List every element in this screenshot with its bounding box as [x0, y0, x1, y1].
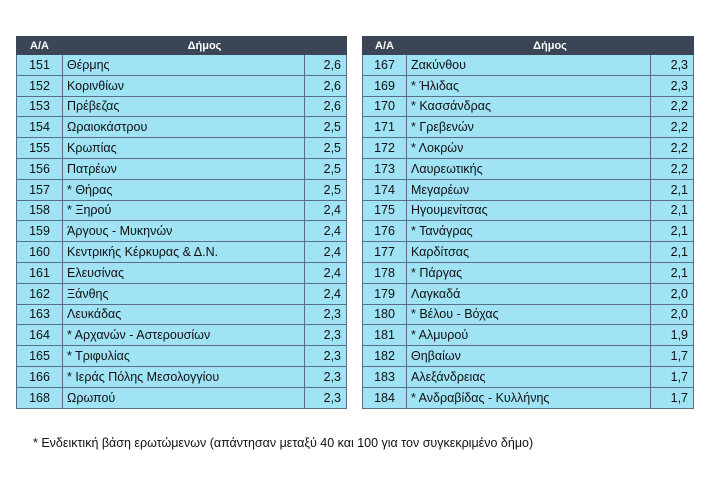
- rank-cell: 151: [17, 55, 63, 76]
- table-row: [17, 346, 347, 367]
- table-row: [363, 221, 694, 242]
- rank-cell: 161: [17, 262, 63, 283]
- column-header-aa: Α/Α: [17, 37, 63, 55]
- table-row: [17, 304, 347, 325]
- table-row: [17, 387, 347, 408]
- value-cell: 2,0: [651, 304, 694, 325]
- table-row: [363, 262, 694, 283]
- municipality-cell: Πατρέων: [63, 158, 305, 179]
- table-row: [363, 158, 694, 179]
- value-cell: 1,7: [651, 346, 694, 367]
- value-cell: 2,3: [651, 75, 694, 96]
- municipality-cell: * Ανδραβίδας - Κυλλήνης: [407, 387, 651, 408]
- table-row: [363, 179, 694, 200]
- municipality-cell: * Βέλου - Βόχας: [407, 304, 651, 325]
- municipality-cell: Ωραιοκάστρου: [63, 117, 305, 138]
- rank-cell: 172: [363, 138, 407, 159]
- table-row: [17, 158, 347, 179]
- value-cell: 2,5: [305, 179, 347, 200]
- table-row: [363, 242, 694, 263]
- table-row: [363, 283, 694, 304]
- municipality-cell: Ξάνθης: [63, 283, 305, 304]
- value-cell: 2,6: [305, 75, 347, 96]
- table-row: [363, 346, 694, 367]
- rank-cell: 169: [363, 75, 407, 96]
- value-cell: 2,3: [305, 325, 347, 346]
- municipality-cell: Πρέβεζας: [63, 96, 305, 117]
- municipality-cell: * Πάργας: [407, 262, 651, 283]
- table-row: [363, 117, 694, 138]
- table-header-row: [363, 37, 694, 55]
- rank-cell: 174: [363, 179, 407, 200]
- rank-cell: 164: [17, 325, 63, 346]
- table-row: [363, 75, 694, 96]
- rank-cell: 184: [363, 387, 407, 408]
- value-cell: 1,9: [651, 325, 694, 346]
- value-cell: 2,4: [305, 200, 347, 221]
- rank-cell: 183: [363, 366, 407, 387]
- value-cell: 2,3: [305, 346, 347, 367]
- municipality-cell: * Λοκρών: [407, 138, 651, 159]
- table-row: [17, 325, 347, 346]
- municipality-cell: Άργους - Μυκηνών: [63, 221, 305, 242]
- table-row: [363, 325, 694, 346]
- value-cell: 2,4: [305, 283, 347, 304]
- table-row: [17, 262, 347, 283]
- municipality-cell: * Θήρας: [63, 179, 305, 200]
- value-cell: 2,2: [651, 138, 694, 159]
- column-header-municipality: Δήμος: [63, 37, 347, 55]
- table-row: [363, 96, 694, 117]
- table-row: [17, 366, 347, 387]
- municipality-cell: * Ιεράς Πόλης Μεσολογγίου: [63, 366, 305, 387]
- rank-cell: 173: [363, 158, 407, 179]
- municipality-cell: Ωρωπού: [63, 387, 305, 408]
- municipality-cell: * Κασσάνδρας: [407, 96, 651, 117]
- value-cell: 2,3: [305, 366, 347, 387]
- value-cell: 2,1: [651, 179, 694, 200]
- rank-cell: 168: [17, 387, 63, 408]
- rank-cell: 166: [17, 366, 63, 387]
- municipality-cell: * Αρχανών - Αστερουσίων: [63, 325, 305, 346]
- table-row: [17, 75, 347, 96]
- rank-cell: 162: [17, 283, 63, 304]
- value-cell: 2,3: [305, 304, 347, 325]
- value-cell: 2,3: [651, 55, 694, 76]
- rank-cell: 152: [17, 75, 63, 96]
- table-row: [363, 138, 694, 159]
- value-cell: 2,1: [651, 262, 694, 283]
- table-row: [363, 55, 694, 76]
- municipality-table-left: [16, 36, 347, 409]
- value-cell: 2,4: [305, 242, 347, 263]
- municipality-cell: Κεντρικής Κέρκυρας & Δ.Ν.: [63, 242, 305, 263]
- value-cell: 2,2: [651, 117, 694, 138]
- municipality-table-right: [362, 36, 694, 409]
- rank-cell: 156: [17, 158, 63, 179]
- table-row: [363, 200, 694, 221]
- municipality-cell: Μεγαρέων: [407, 179, 651, 200]
- municipality-cell: * Ήλιδας: [407, 75, 651, 96]
- value-cell: 2,0: [651, 283, 694, 304]
- value-cell: 2,5: [305, 117, 347, 138]
- value-cell: 2,1: [651, 200, 694, 221]
- rank-cell: 160: [17, 242, 63, 263]
- rank-cell: 180: [363, 304, 407, 325]
- municipality-cell: Θηβαίων: [407, 346, 651, 367]
- rank-cell: 178: [363, 262, 407, 283]
- municipality-cell: Λαυρεωτικής: [407, 158, 651, 179]
- rank-cell: 154: [17, 117, 63, 138]
- municipality-cell: Λευκάδας: [63, 304, 305, 325]
- table-row: [17, 138, 347, 159]
- rank-cell: 176: [363, 221, 407, 242]
- rank-cell: 153: [17, 96, 63, 117]
- footnote: * Ενδεικτική βάση ερωτώμενων (απάντησαν μεταξύ 40 και 100 για τον συγκεκριμένο δήμο): [33, 436, 534, 450]
- value-cell: 2,5: [305, 158, 347, 179]
- rank-cell: 177: [363, 242, 407, 263]
- rank-cell: 170: [363, 96, 407, 117]
- municipality-cell: Ηγουμενίτσας: [407, 200, 651, 221]
- table-row: [17, 221, 347, 242]
- municipality-cell: Ζακύνθου: [407, 55, 651, 76]
- rank-cell: 181: [363, 325, 407, 346]
- table-row: [17, 283, 347, 304]
- column-header-municipality: Δήμος: [407, 37, 694, 55]
- value-cell: 1,7: [651, 366, 694, 387]
- municipality-cell: Κορινθίων: [63, 75, 305, 96]
- table-header-row: [17, 37, 347, 55]
- value-cell: 2,2: [651, 158, 694, 179]
- municipality-cell: Κρωπίας: [63, 138, 305, 159]
- rank-cell: 158: [17, 200, 63, 221]
- table-row: [17, 55, 347, 76]
- rank-cell: 182: [363, 346, 407, 367]
- table-row: [363, 304, 694, 325]
- rank-cell: 171: [363, 117, 407, 138]
- rank-cell: 167: [363, 55, 407, 76]
- municipality-cell: Θέρμης: [63, 55, 305, 76]
- municipality-cell: * Γρεβενών: [407, 117, 651, 138]
- value-cell: 2,1: [651, 242, 694, 263]
- municipality-cell: * Τανάγρας: [407, 221, 651, 242]
- table-row: [17, 200, 347, 221]
- value-cell: 2,4: [305, 221, 347, 242]
- municipality-cell: Αλεξάνδρειας: [407, 366, 651, 387]
- rank-cell: 157: [17, 179, 63, 200]
- rank-cell: 159: [17, 221, 63, 242]
- value-cell: 2,5: [305, 138, 347, 159]
- municipality-cell: * Ξηρού: [63, 200, 305, 221]
- rank-cell: 179: [363, 283, 407, 304]
- table-row: [17, 117, 347, 138]
- table-row: [363, 387, 694, 408]
- value-cell: 2,3: [305, 387, 347, 408]
- value-cell: 2,1: [651, 221, 694, 242]
- value-cell: 2,6: [305, 96, 347, 117]
- value-cell: 2,6: [305, 55, 347, 76]
- value-cell: 2,4: [305, 262, 347, 283]
- table-row: [363, 366, 694, 387]
- municipality-cell: * Τριφυλίας: [63, 346, 305, 367]
- table-row: [17, 242, 347, 263]
- municipality-cell: Λαγκαδά: [407, 283, 651, 304]
- municipality-cell: * Αλμυρού: [407, 325, 651, 346]
- municipality-cell: Ελευσίνας: [63, 262, 305, 283]
- column-header-aa: Α/Α: [363, 37, 407, 55]
- table-row: [17, 96, 347, 117]
- table-row: [17, 179, 347, 200]
- municipality-cell: Καρδίτσας: [407, 242, 651, 263]
- rank-cell: 155: [17, 138, 63, 159]
- value-cell: 1,7: [651, 387, 694, 408]
- rank-cell: 175: [363, 200, 407, 221]
- value-cell: 2,2: [651, 96, 694, 117]
- rank-cell: 163: [17, 304, 63, 325]
- rank-cell: 165: [17, 346, 63, 367]
